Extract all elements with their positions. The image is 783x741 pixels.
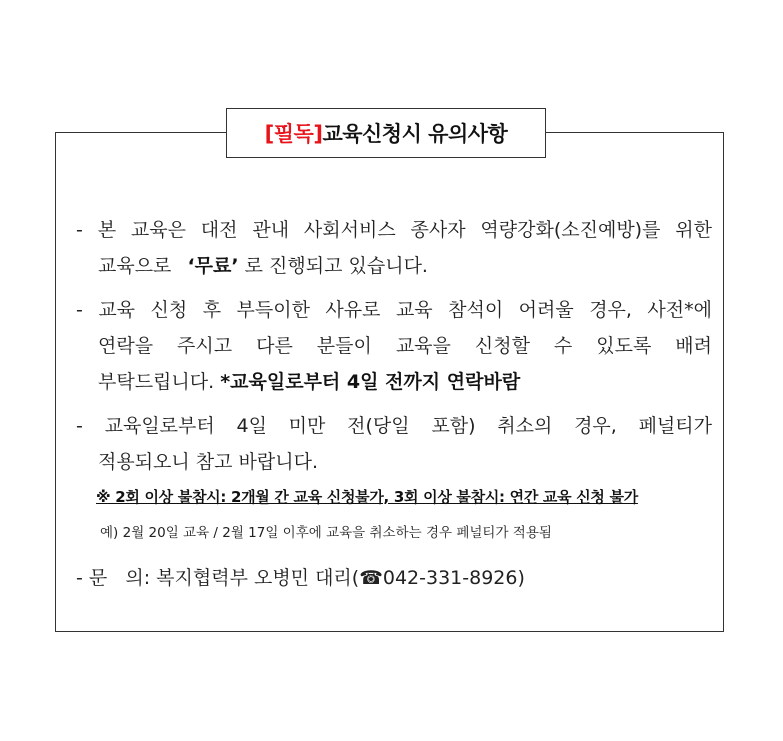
penalty-warning: ※ 2회 이상 불참시: 2개월 간 교육 신청불가, 3회 이상 불참시: 연간 교육 신청 불가 <box>96 488 638 506</box>
notice-title <box>226 108 546 158</box>
item3-line2: 적용되오니 참고 바랍니다. <box>98 451 319 473</box>
item1-free-emphasis: ‘무료’ <box>187 255 239 277</box>
notice-title-tag: [필독] <box>264 122 323 146</box>
item2-contact-deadline: *교육일로부터 4일 전까지 연락바람 <box>220 371 521 393</box>
item1-line1: - 본 교육은 대전 관내 사회서비스 종사자 역량강화(소진예방)를 위한 <box>76 219 712 241</box>
item1-line2-text-c: 로 진행되고 있습니다. <box>238 255 428 277</box>
penalty-example: 예) 2월 20일 교육 / 2월 17일 이후에 교육을 취소하는 경우 페널티가 적용됨 <box>100 525 552 541</box>
item2-line2: 연락을 주시고 다른 분들이 교육을 신청할 수 있도록 배려 <box>98 335 712 357</box>
contact-line: - 문 의: 복지협력부 오병민 대리(☎042-331-8926) <box>76 567 525 589</box>
item2-line1: - 교육 신청 후 부득이한 사유로 교육 참석이 어려울 경우, 사전*에 <box>76 299 712 321</box>
item1-line2 <box>98 254 428 278</box>
item2-line3-text: 부탁드립니다. <box>98 371 221 393</box>
item3-line1: - 교육일로부터 4일 미만 전(당일 포함) 취소의 경우, 페널티가 <box>76 415 712 437</box>
item1-line2-text-a: 교육으로 <box>98 255 178 277</box>
notice-title-text: 교육신청시 유의사항 <box>322 122 508 146</box>
item2-line3 <box>98 370 520 394</box>
